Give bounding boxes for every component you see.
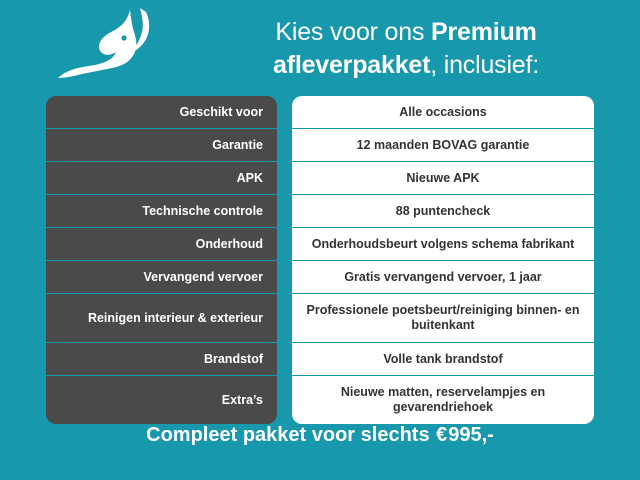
feature-label: Brandstof [46, 343, 277, 375]
table-row [46, 294, 594, 342]
table-row [46, 376, 594, 424]
package-features-table [46, 96, 594, 425]
feature-value: 12 maanden BOVAG garantie [292, 129, 594, 161]
feature-label: Vervangend vervoer [46, 261, 277, 293]
feature-label: Garantie [46, 129, 277, 161]
page-title-line-2-bold: afleverpakket [273, 51, 431, 79]
page-title-line-1 [196, 16, 616, 49]
feature-label: Technische controle [46, 195, 277, 227]
feature-value: Professionele poetsbeurt/reiniging binnen- en buitenkant [292, 294, 594, 342]
table-row [46, 195, 594, 227]
price-footer-text: Compleet pakket voor slechts [146, 424, 436, 446]
feature-value: Volle tank brandstof [292, 343, 594, 375]
page-title-line-2 [196, 49, 616, 82]
feature-value: Alle occasions [292, 96, 594, 128]
page-title-line-2-regular: , inclusief: [430, 51, 539, 79]
feature-label: Geschikt voor [46, 96, 277, 128]
price-amount: 995,- [448, 424, 494, 446]
table-row [46, 228, 594, 260]
euro-symbol: € [436, 424, 448, 446]
page-title [196, 16, 616, 82]
feature-value: Nieuwe matten, reservelampjes en gevarendriehoek [292, 376, 594, 424]
feature-value: 88 puntencheck [292, 195, 594, 227]
table-row [46, 261, 594, 293]
feature-value: Nieuwe APK [292, 162, 594, 194]
page-title-line-1-bold: Premium [431, 18, 537, 46]
table-row [46, 129, 594, 161]
table-row [46, 343, 594, 375]
table-row [46, 96, 594, 128]
feature-label: Onderhoud [46, 228, 277, 260]
feature-label: APK [46, 162, 277, 194]
feature-label: Extra’s [46, 376, 277, 424]
impala-antelope-logo [58, 8, 198, 90]
feature-label: Reinigen interieur & exterieur [46, 294, 277, 342]
page-title-line-1-regular: Kies voor ons [275, 18, 432, 46]
feature-value: Onderhoudsbeurt volgens schema fabrikant [292, 228, 594, 260]
table-row [46, 162, 594, 194]
price-footer [0, 424, 640, 447]
feature-value: Gratis vervangend vervoer, 1 jaar [292, 261, 594, 293]
